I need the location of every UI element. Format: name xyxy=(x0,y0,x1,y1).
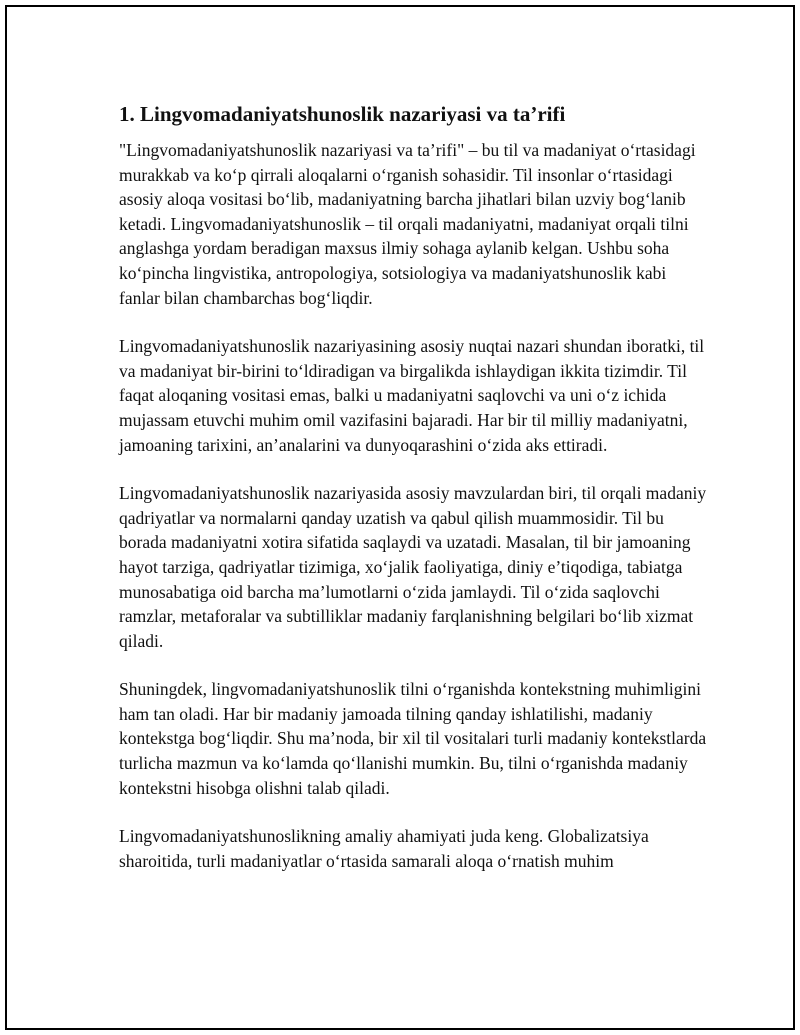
paragraph-1: "Lingvomadaniyatshunoslik nazariyasi va ta’rifi" – bu til va madaniyat o‘rtasidagi murakkab va ko‘p qirrali aloqalarni o‘rganish sohasidir. Til insonlar o‘rtasidagi asosiy aloqa vositasi bo‘lib, madaniyatning barcha jihatlari bilan uzviy bog‘lanib ketadi. Lingvomadaniyatshunoslik – til orqali madaniyatni, madaniyat orqali tilni anglashga yordam beradigan maxsus ilmiy sohaga aylanib kelgan. Ushbu soha ko‘pincha lingvistika, antropologiya, sotsiologiya va madaniyatshunoslik kabi fanlar bilan chambarchas bog‘liqdir. xyxy=(119,140,696,308)
section-heading: 1. Lingvomadaniyatshunoslik nazariyasi va ta’rifi xyxy=(119,102,566,126)
paragraph-4: Shuningdek, lingvomadaniyatshunoslik tilni o‘rganishda kontekstning muhimligini ham tan oladi. Har bir madaniy jamoada tilning qanday ishlatilishi, madaniy kontekstga bog‘liqdir. Shu ma’noda, bir xil til vositalari turli madaniy kontekstlarda turlicha mazmun va ko‘lamda qo‘llanishi mumkin. Bu, tilni o‘rganishda madaniy kontekstni hisobga olishni talab qiladi. xyxy=(119,679,707,798)
document-body xyxy=(119,101,709,897)
paragraph-2: Lingvomadaniyatshunoslik nazariyasining asosiy nuqtai nazari shundan iboratki, til va madaniyat bir-birini to‘ldiradigan va birgalikda ishlaydigan ikkita tizimdir. Til faqat aloqaning vositasi emas, balki u madaniyatni saqlovchi va uni o‘z ichida mujassam etuvchi muhim omil vazifasini bajaradi. Har bir til milliy madaniyatni, jamoaning tarixini, an’analarini va dunyoqarashini o‘zida aks ettiradi. xyxy=(119,336,705,455)
paragraph-5: Lingvomadaniyatshunoslikning amaliy ahamiyati juda keng. Globalizatsiya sharoitida, turli madaniyatlar o‘rtasida samarali aloqa o‘rnatish muhim xyxy=(119,826,649,871)
page-frame xyxy=(5,5,795,1030)
paragraph-3: Lingvomadaniyatshunoslik nazariyasida asosiy mavzulardan biri, til orqali madaniy qadriyatlar va normalarni qanday uzatish va qabul qilish muammosidir. Til bu borada madaniyatni xotira sifatida saqlaydi va uzatadi. Masalan, til bir jamoaning hayot tarziga, qadriyatlar tizimiga, xo‘jalik faoliyatiga, diniy e’tiqodiga, tabiatga munosabatiga oid barcha ma’lumotlarni o‘zida jamlaydi. Til o‘zida saqlovchi ramzlar, metaforalar va subtilliklar madaniy farqlanishning belgilari bo‘lib xizmat qiladi. xyxy=(119,483,707,651)
